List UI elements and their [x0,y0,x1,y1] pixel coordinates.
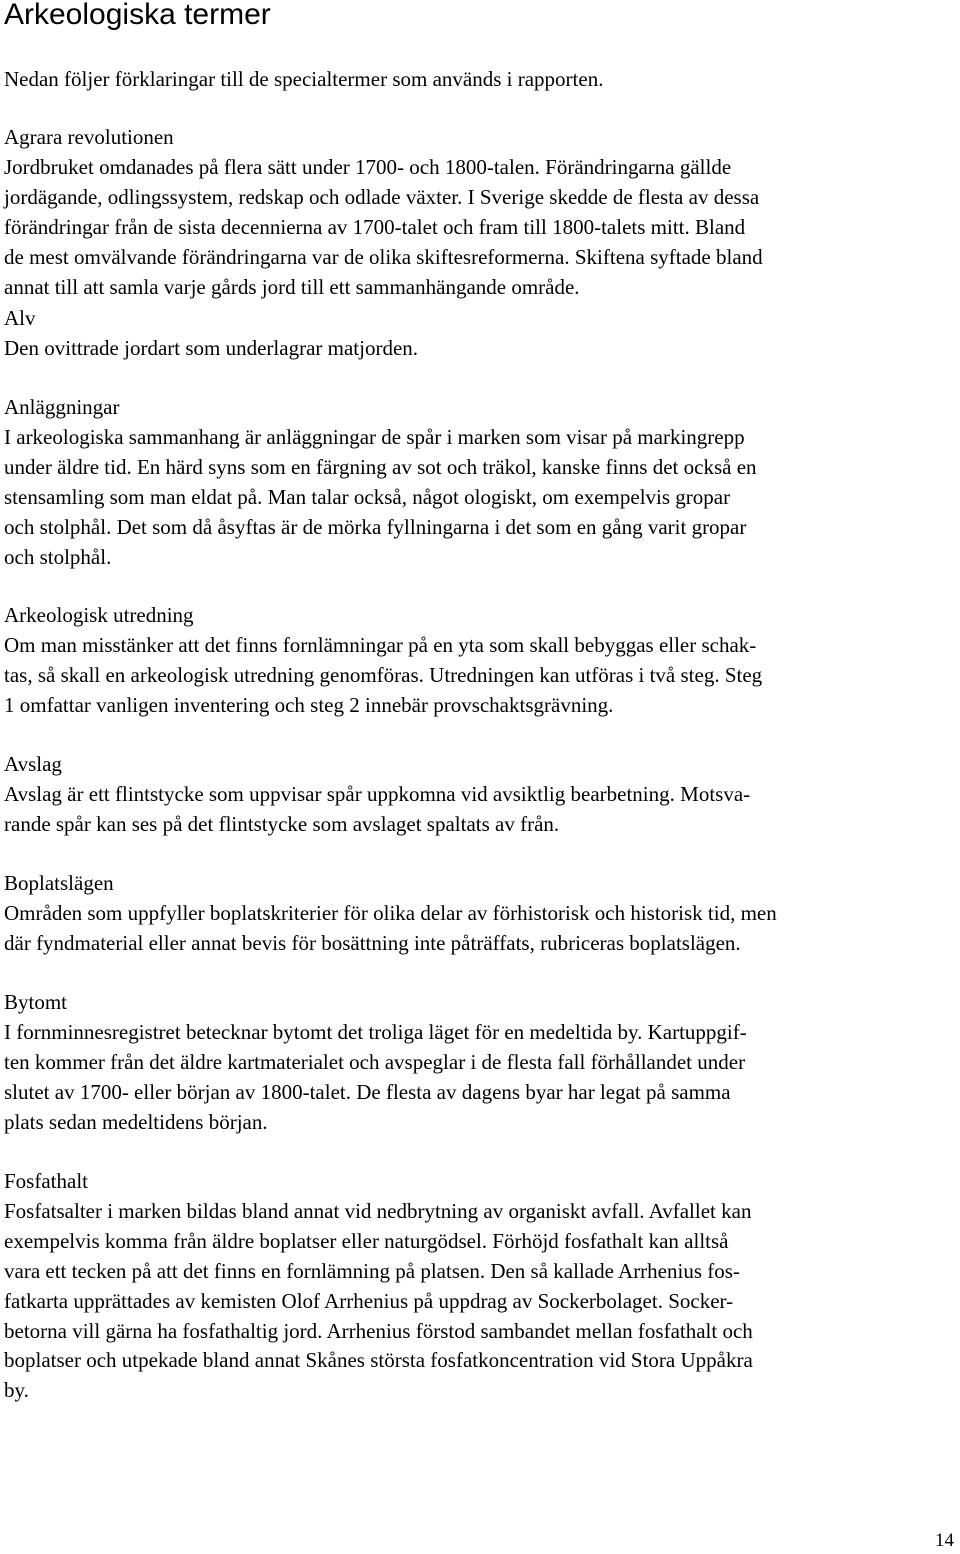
page-title: Arkeologiska termer [4,0,271,31]
definition-line: plats sedan medeltidens början. [4,1109,268,1134]
definition-line: vara ett tecken på att det finns en fornlämning på platsen. Den så kallade Arrhenius fos- [4,1258,740,1283]
definition-line: 1 omfattar vanligen inventering och steg 2 innebär provschaktsgrävning. [4,692,614,717]
definition-line: Den ovittrade jordart som underlagrar matjorden. [4,335,419,360]
definition-line: där fyndmaterial eller annat bevis för bosättning inte påträffats, rubriceras boplatslägen. [4,930,741,955]
definition-line: rande spår kan ses på det flintstycke som avslaget spaltats av från. [4,811,560,836]
definition-line: Områden som uppfyller boplatskriterier för olika delar av förhistorisk och historisk tid, men [4,900,777,925]
definition-line: tas, så skall en arkeologisk utredning genomföras. Utredningen kan utföras i två steg. Steg [4,662,763,687]
definition-line: Fosfatsalter i marken bildas bland annat vid nedbrytning av organiskt avfall. Avfallet kan [4,1198,752,1223]
term-heading: Alv [4,306,36,330]
definition-line: och stolphål. Det som då åsyftas är de mörka fyllningarna i det som en gång varit gropar [4,514,747,539]
definition-line: Jordbruket omdanades på flera sätt under 1700- och 1800-talen. Förändringarna gällde [4,154,732,179]
term-heading: Fosfathalt [4,1169,88,1193]
definition-line: stensamling som man eldat på. Man talar också, något ologiskt, om exempelvis gropar [4,484,731,509]
definition-line: boplatser och utpekade bland annat Skånes största fosfatkoncentration vid Stora Uppåkra [4,1348,753,1373]
definition-line: slutet av 1700- eller början av 1800-talet. De flesta av dagens byar har legat på samma [4,1079,731,1104]
term-definition [4,153,936,303]
term-heading: Boplatslägen [4,871,114,895]
definition-line: annat till att samla varje gårds jord till ett sammanhängande område. [4,274,580,299]
definition-line: under äldre tid. En härd syns som en färgning av sot och träkol, kanske finns det också en [4,454,757,479]
glossary-entry-arkeologisk-utredning [4,601,936,721]
definition-line: Avslag är ett flintstycke som uppvisar spår uppkomna vid avsiktlig bearbetning. Motsva- [4,781,751,806]
definition-line: och stolphål. [4,544,112,569]
term-heading: Avslag [4,752,62,776]
definition-line: exempelvis komma från äldre boplatser eller naturgödsel. Förhöjd fosfathalt kan alltså [4,1228,729,1253]
term-definition [4,1018,936,1138]
term-definition [4,1197,936,1406]
term-definition [4,334,936,364]
definition-line: I fornminnesregistret betecknar bytomt det troliga läget för en medeltida by. Kartuppgif- [4,1019,747,1044]
term-definition [4,780,936,840]
term-heading: Agrara revolutionen [4,125,174,149]
definition-line: ten kommer från det äldre kartmaterialet och avspeglar i de flesta fall förhållandet under [4,1049,746,1074]
term-definition [4,631,936,721]
definition-line: förändringar från de sista decennierna av 1700-talet och fram till 1800-talets mitt. Bland [4,214,746,239]
glossary-entry-agrara-revolutionen [4,123,936,302]
definition-line: betorna vill gärna ha fosfathaltig jord. Arrhenius förstod sambandet mellan fosfathalt och [4,1318,753,1343]
term-definition [4,899,936,959]
definition-line: I arkeologiska sammanhang är anläggningar de spår i marken som visar på markingrepp [4,424,745,449]
glossary-entry-fosfathalt [4,1167,936,1406]
definition-line: Om man misstänker att det finns fornlämningar på en yta som skall bebyggas eller schak- [4,632,757,657]
term-heading: Arkeologisk utredning [4,603,194,627]
term-heading: Bytomt [4,990,68,1014]
definition-line: jordägande, odlingssystem, redskap och odlade växter. I Sverige skedde de flesta av dessa [4,184,760,209]
definition-line: by. [4,1378,29,1403]
glossary-entry-anlaggningar [4,393,936,572]
glossary-entry-boplatslagen [4,869,936,959]
glossary-entry-avslag [4,750,936,840]
intro-text: Nedan följer förklaringar till de specialtermer som används i rapporten. [4,67,604,91]
glossary-entry-alv [4,304,936,364]
glossary-entry-bytomt [4,988,936,1138]
definition-line: fatkarta upprättades av kemisten Olof Arrhenius på uppdrag av Sockerbolaget. Socker- [4,1288,734,1313]
term-heading: Anläggningar [4,395,120,419]
definition-line: de mest omvälvande förändringarna var de olika skiftesreformerna. Skiftena syftade bland [4,244,763,269]
term-definition [4,423,936,573]
page-number: 14 [935,1530,954,1551]
